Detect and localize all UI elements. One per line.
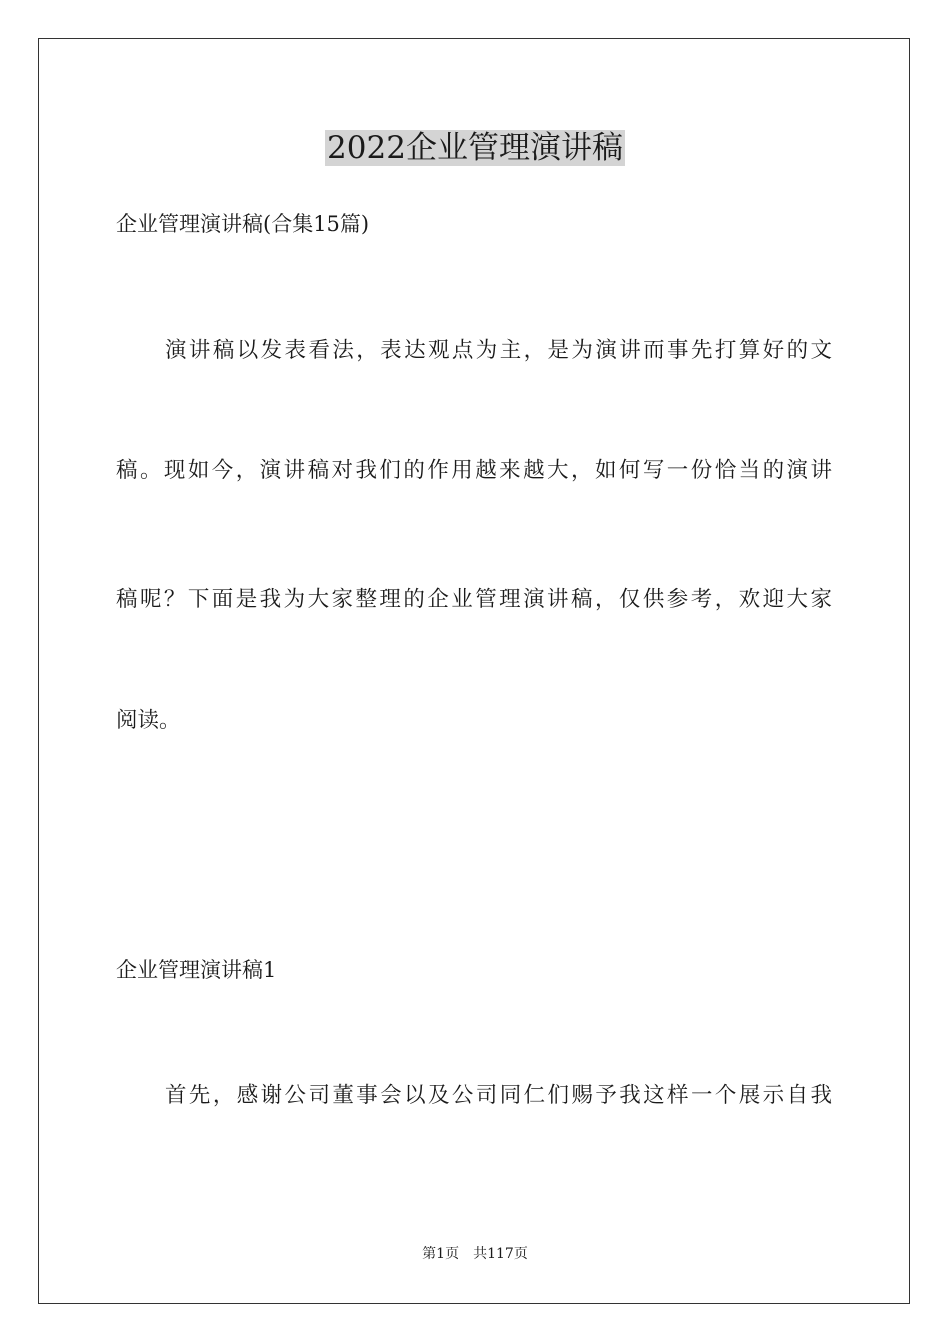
section-line-1: 首先，感谢公司董事会以及公司同仁们赐予我这样一个展示自我	[165, 1083, 832, 1108]
page-footer	[0, 1244, 950, 1264]
document-subtitle: 企业管理演讲稿(合集15篇)	[116, 212, 370, 236]
intro-line-4: 阅读。	[116, 708, 181, 733]
document-title-text: 2022企业管理演讲稿	[327, 130, 623, 166]
intro-line-1: 演讲稿以发表看法，表达观点为主，是为演讲而事先打算好的文	[165, 338, 832, 363]
section-heading: 企业管理演讲稿1	[116, 958, 277, 982]
page-number: 第1页	[422, 1246, 460, 1262]
total-pages: 共117页	[473, 1246, 528, 1262]
document-title	[0, 126, 950, 170]
intro-line-2: 稿。现如今，演讲稿对我们的作用越来越大，如何写一份恰当的演讲	[116, 458, 832, 483]
intro-line-3: 稿呢？下面是我为大家整理的企业管理演讲稿，仅供参考，欢迎大家	[116, 587, 832, 612]
